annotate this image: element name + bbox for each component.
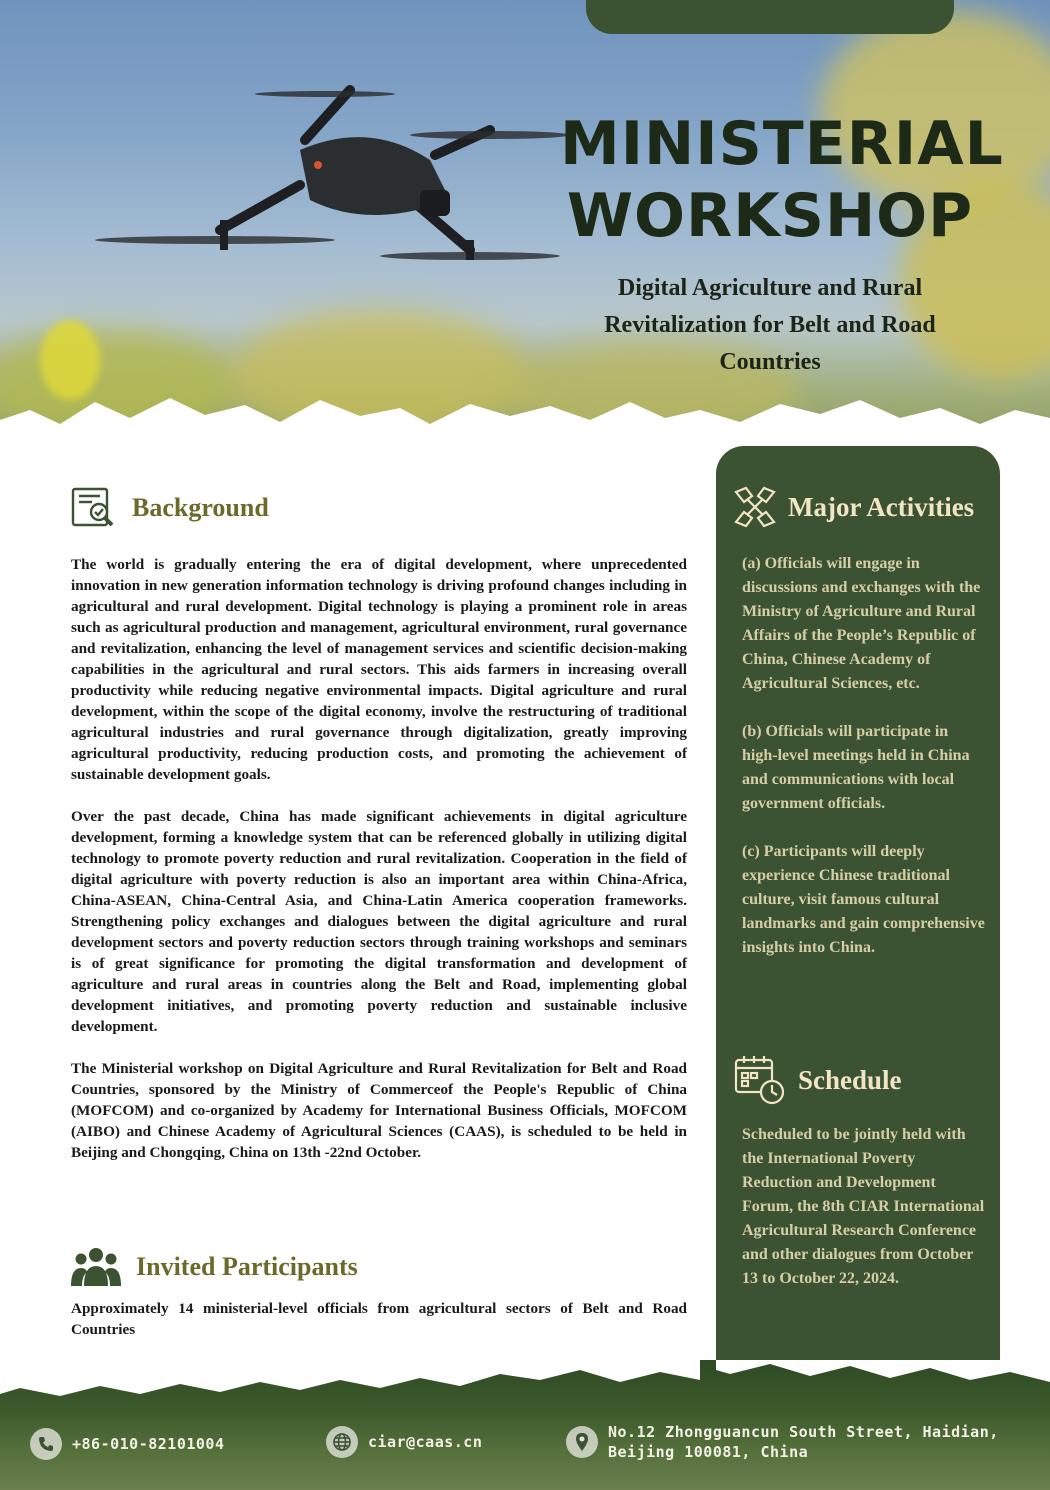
address-line-2: Beijing 100081, China <box>608 1443 809 1461</box>
background-heading <box>70 486 269 530</box>
footer <box>0 1360 1050 1490</box>
activity-item: (a) Officials will engage in discussions and exchanges with the Ministry of Agriculture and Rural Affairs of the People’s Republic of China, Chinese Academy of Agricultural Sciences, etc. <box>742 555 981 692</box>
participants-heading <box>70 1246 358 1288</box>
page-title <box>560 108 1004 252</box>
calendar-clock-icon <box>732 1052 788 1108</box>
schedule-heading <box>732 1052 902 1108</box>
torn-edge <box>0 380 1050 450</box>
background-paragraph: The Ministerial workshop on Digital Agriculture and Rural Revitalization for Belt and Road Countries, sponsored by the Ministry of Commerceof the People's Republic of China (MOFCOM) and co-organized by Academy for International Business Officials, MOFCOM (AIBO) and Chinese Academy of Agricultural Sciences (CAAS), is scheduled to be held in Beijing and Chongqing, China on 13th -22nd October. <box>71 1060 687 1161</box>
address-contact <box>566 1422 999 1462</box>
title-line-2: WORKSHOP <box>566 181 974 251</box>
location-pin-icon <box>566 1426 598 1458</box>
address-text <box>608 1422 999 1462</box>
background-title: Background <box>132 493 269 522</box>
page-subtitle: Digital Agriculture and Rural Revitalization for Belt and Road Countries <box>604 275 936 375</box>
major-activities-list <box>742 552 987 984</box>
people-group-icon <box>70 1246 122 1288</box>
globe-icon <box>326 1426 358 1458</box>
email-address[interactable]: ciar@caas.cn <box>368 1433 483 1451</box>
background-paragraph: Over the past decade, China has made significant achievements in digital agriculture development, forming a knowledge system that can be referenced globally in utilizing digital technology to promote poverty reduction and rural revitalization. Cooperation in the field of digital agriculture with poverty reduction is also an important area within China-Africa, China-ASEAN, China-Central Asia, and China-Latin America cooperation frameworks. Strengthening policy exchanges and dialogues between the digital agriculture and rural development sectors and poverty reduction sectors through training workshops and seminars is of great significance for promoting the digital transformation and development of agriculture and rural areas in countries along the Belt and Road, implementing global development initiatives, and promoting poverty reduction and sustainable inclusive development. <box>71 808 687 1035</box>
phone-icon <box>30 1428 62 1460</box>
activity-item: (b) Officials will participate in high-level meetings held in China and communications with local government officials. <box>742 723 970 812</box>
document-search-icon <box>70 486 118 530</box>
email-contact <box>326 1426 482 1458</box>
phone-contact <box>30 1428 225 1460</box>
handshake-group-icon <box>732 484 778 530</box>
schedule-paragraph: Scheduled to be jointly held with the International Poverty Reduction and Development Forum, the 8th CIAR International Agricultural Research Conference and other dialogues from October 13 to October 22, 2024. <box>742 1126 985 1287</box>
title-line-1: MINISTERIAL <box>560 109 1004 179</box>
drone-image <box>70 80 570 260</box>
phone-number[interactable]: +86-010-82101004 <box>72 1435 225 1453</box>
major-activities-title: Major Activities <box>788 491 975 522</box>
address-line-1: No.12 Zhongguancun South Street, Haidian, <box>608 1423 999 1441</box>
participants-paragraph: Approximately 14 ministerial-level officials from agricultural sectors of Belt and Road Countries <box>71 1300 687 1338</box>
participants-title: Invited Participants <box>136 1252 358 1281</box>
schedule-title: Schedule <box>798 1064 902 1095</box>
background-body <box>71 554 687 1184</box>
participants-body <box>71 1298 687 1361</box>
schedule-text <box>742 1123 987 1315</box>
header-tab <box>586 0 954 34</box>
hero-banner <box>0 0 1050 450</box>
activity-item: (c) Participants will deeply experience Chinese traditional culture, visit famous cultural landmarks and gain comprehensive insights into China. <box>742 843 985 956</box>
background-paragraph: The world is gradually entering the era of digital development, where unprecedented innovation in new generation information technology is driving profound changes including in agricultural and rural development. Digital technology is playing a prominent role in areas such as agricultural production and management, agricultural environment, rural governance and revitalization, enhancing the level of management services and scientific decision-making capabilities in the agricultural and rural sectors. This aids farmers in increasing overall productivity while reducing negative environmental impacts. Digital agriculture and rural development, within the scope of the digital economy, involve the restructuring of traditional agricultural industries and rural governance through digitalization, greatly improving agricultural productivity, reducing production costs, and promoting the achievement of sustainable development goals. <box>71 556 687 783</box>
footer-torn-edge <box>0 1360 1050 1420</box>
major-activities-heading <box>732 484 974 530</box>
